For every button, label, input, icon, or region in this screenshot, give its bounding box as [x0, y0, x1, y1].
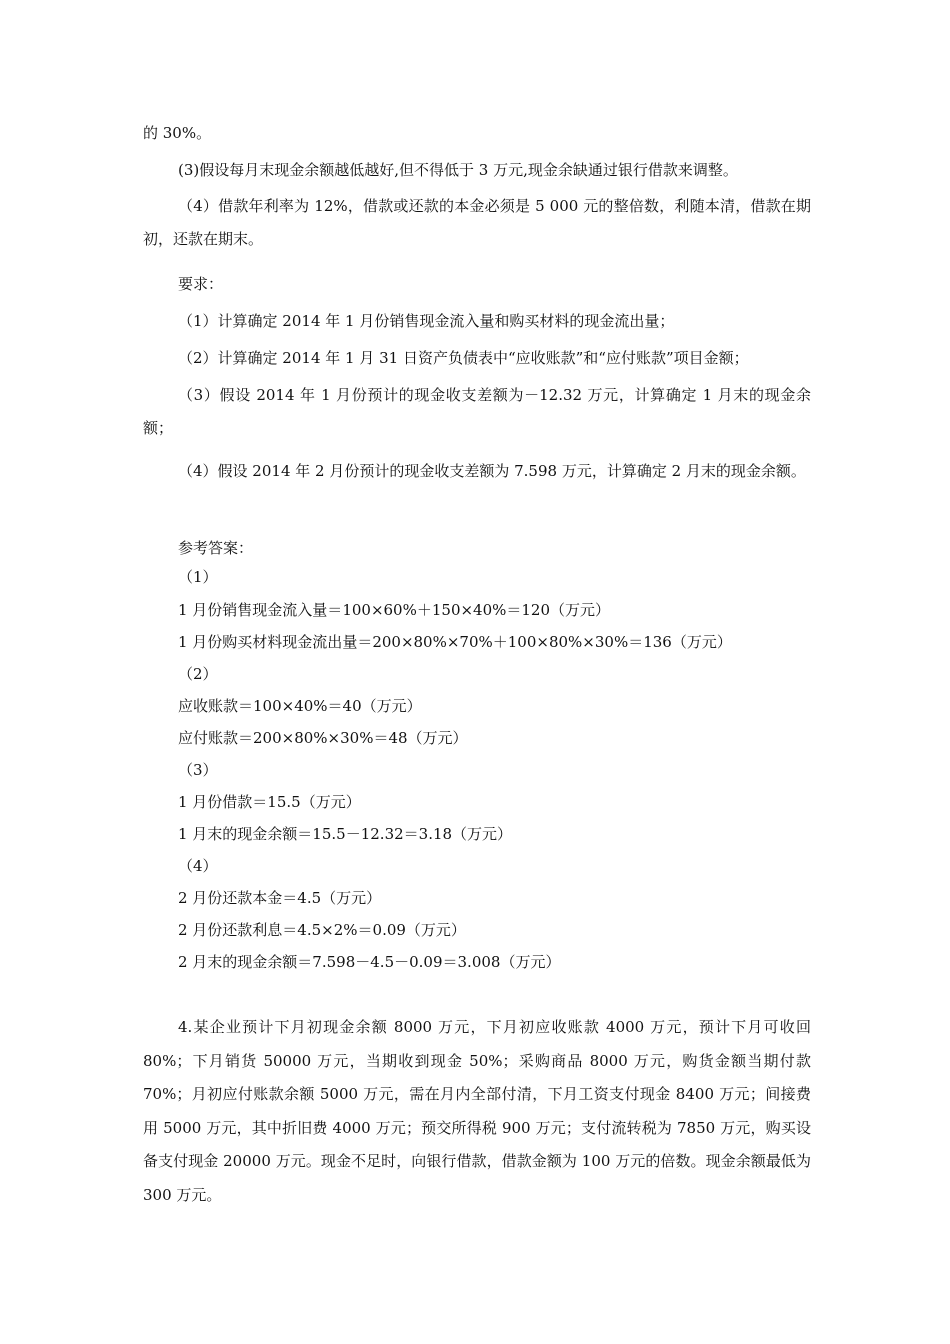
condition-4: （4）借款年利率为 12%，借款或还款的本金必须是 5 000 元的整倍数，利随本清，借款在期初，还款在期末。 [143, 197, 811, 248]
requirement-1: （1）计算确定 2014 年 1 月份销售现金流入量和购买材料的现金流出量； [178, 312, 675, 330]
answer-part-4-label: （4） [178, 857, 218, 875]
answer-line: 1 月份销售现金流入量＝100×60%＋150×40%＝120（万元） [178, 601, 611, 619]
answer-line: 2 月份还款本金＝4.5（万元） [178, 889, 382, 907]
answer-part-1-label: （1） [178, 568, 218, 586]
condition-3: (3)假设每月末现金余额越低越好,但不得低于 3 万元,现金余缺通过银行借款来调整。 [178, 161, 738, 179]
answer-line: 2 月份还款利息＝4.5×2%＝0.09（万元） [178, 921, 466, 939]
requirements-title: 要求： [178, 275, 224, 293]
question-4: 4.某企业预计下月初现金余额 8000 万元，下月初应收账款 4000 万元，预计下月可收回 80%；下月销货 50000 万元，当期收到现金 50%；采购商品 8000 万元，购货金额当期付款 70%；月初应付账款余额 5000 万元，需在月内全部付清，下月工资支付现金 8400 万元；间接费用 5000 万元，其中折旧费 4000 万元；预交所得税 900 万元；支付流转税为 7850 万元，购买设备支付现金 20000 万元。现金不足时，向银行借款，借款金额为 100 万元的倍数。现金余额最低为 300 万元。 [143, 1018, 811, 1204]
answer-line: 1 月份购买材料现金流出量＝200×80%×70%＋100×80%×30%＝136（万元） [178, 633, 732, 651]
requirement-4: （4）假设 2014 年 2 月份预计的现金收支差额为 7.598 万元，计算确定 2 月末的现金余额。 [178, 462, 806, 480]
lead-fragment: 的 30%。 [143, 124, 212, 142]
answer-line: 1 月份借款＝15.5（万元） [178, 793, 361, 811]
requirement-3: （3）假设 2014 年 1 月份预计的现金收支差额为－12.32 万元，计算确定 1 月末的现金余额； [143, 386, 811, 437]
answer-line: 1 月末的现金余额＝15.5－12.32＝3.18（万元） [178, 825, 513, 843]
answer-part-2-label: （2） [178, 665, 218, 683]
answer-line: 2 月末的现金余额＝7.598－4.5－0.09＝3.008（万元） [178, 953, 561, 971]
answer-line: 应收账款＝100×40%＝40（万元） [178, 697, 422, 715]
answer-part-3-label: （3） [178, 761, 218, 779]
answer-title: 参考答案： [178, 539, 254, 557]
answer-line: 应付账款＝200×80%×30%＝48（万元） [178, 729, 468, 747]
requirement-2: （2）计算确定 2014 年 1 月 31 日资产负债表中“应收账款”和“应付账款”项目金额； [178, 349, 749, 367]
